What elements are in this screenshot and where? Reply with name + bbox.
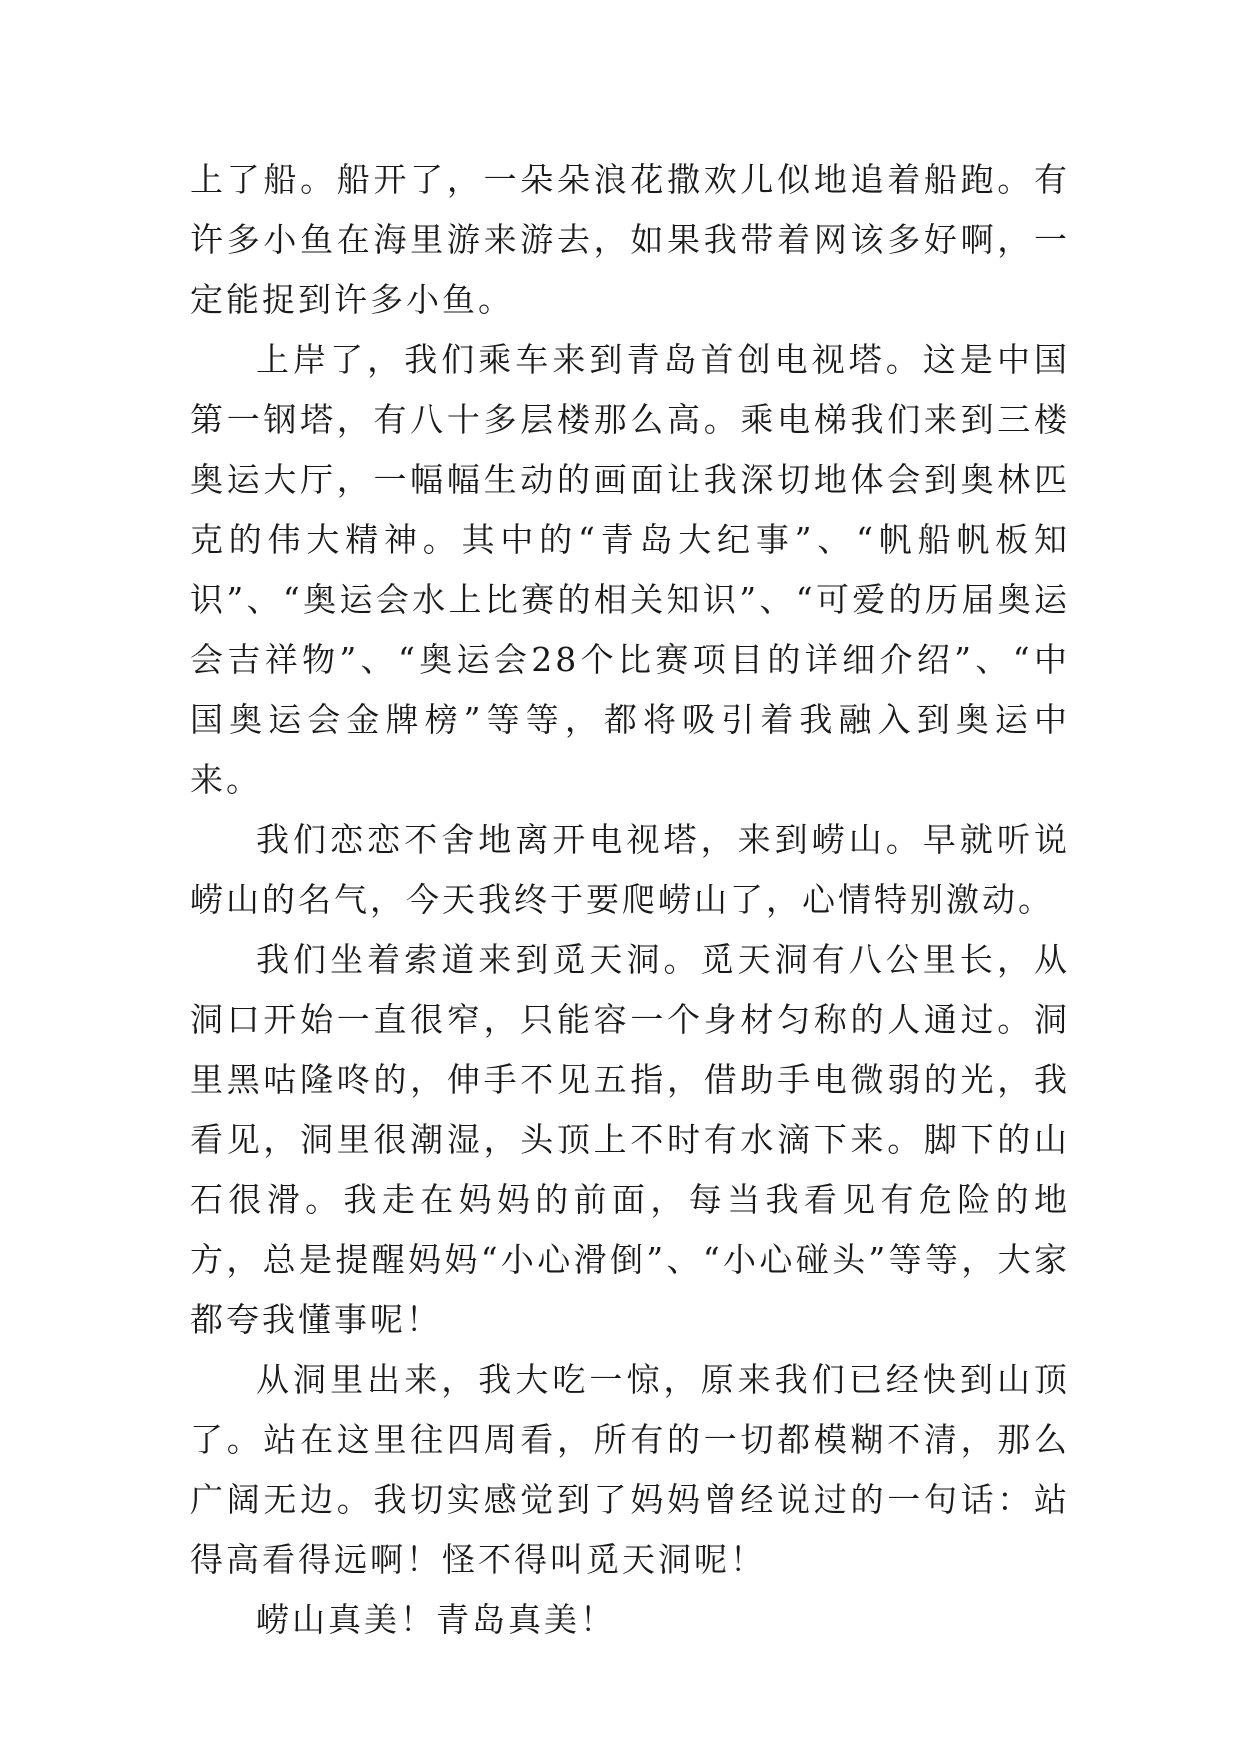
paragraph-boat: 上了船。船开了，一朵朵浪花撒欢儿似地追着船跑。有许多小鱼在海里游来游去，如果我带着网该多好啊，一定能捉到许多小鱼。 (190, 160, 1070, 319)
paragraph-laoshan: 我们恋恋不舍地离开电视塔，来到崂山。早就听说崂山的名气，今天我终于要爬崂山了，心情特别激动。 (190, 820, 1070, 919)
paragraph-closing: 崂山真美！青岛真美！ (256, 1600, 616, 1639)
paragraph-tv-tower: 上岸了，我们乘车来到青岛首创电视塔。这是中国第一钢塔，有八十多层楼那么高。乘电梯我们来到三楼奥运大厅，一幅幅生动的画面让我深切地体会到奥林匹克的伟大精神。其中的“青岛大纪事”、“帆船帆板知识”、“奥运会水上比赛的相关知识”、“可爱的历届奥运会吉祥物”、“奥运会28个比赛项目的详细介绍”、“中国奥运会金牌榜”等等，都将吸引着我融入到奥运中来。 (190, 340, 1070, 799)
essay-body (190, 150, 1070, 1650)
paragraph-cave: 我们坐着索道来到觅天洞。觅天洞有八公里长，从洞口开始一直很窄，只能容一个身材匀称的人通过。洞里黑咕隆咚的，伸手不见五指，借助手电微弱的光，我看见，洞里很潮湿，头顶上不时有水滴下来。脚下的山石很滑。我走在妈妈的前面，每当我看见有危险的地方，总是提醒妈妈“小心滑倒”、“小心碰头”等等，大家都夸我懂事呢！ (190, 940, 1070, 1339)
paragraph-summit: 从洞里出来，我大吃一惊，原来我们已经快到山顶了。站在这里往四周看，所有的一切都模糊不清，那么广阔无边。我切实感觉到了妈妈曾经说过的一句话：站得高看得远啊！怪不得叫觅天洞呢！ (190, 1360, 1070, 1579)
